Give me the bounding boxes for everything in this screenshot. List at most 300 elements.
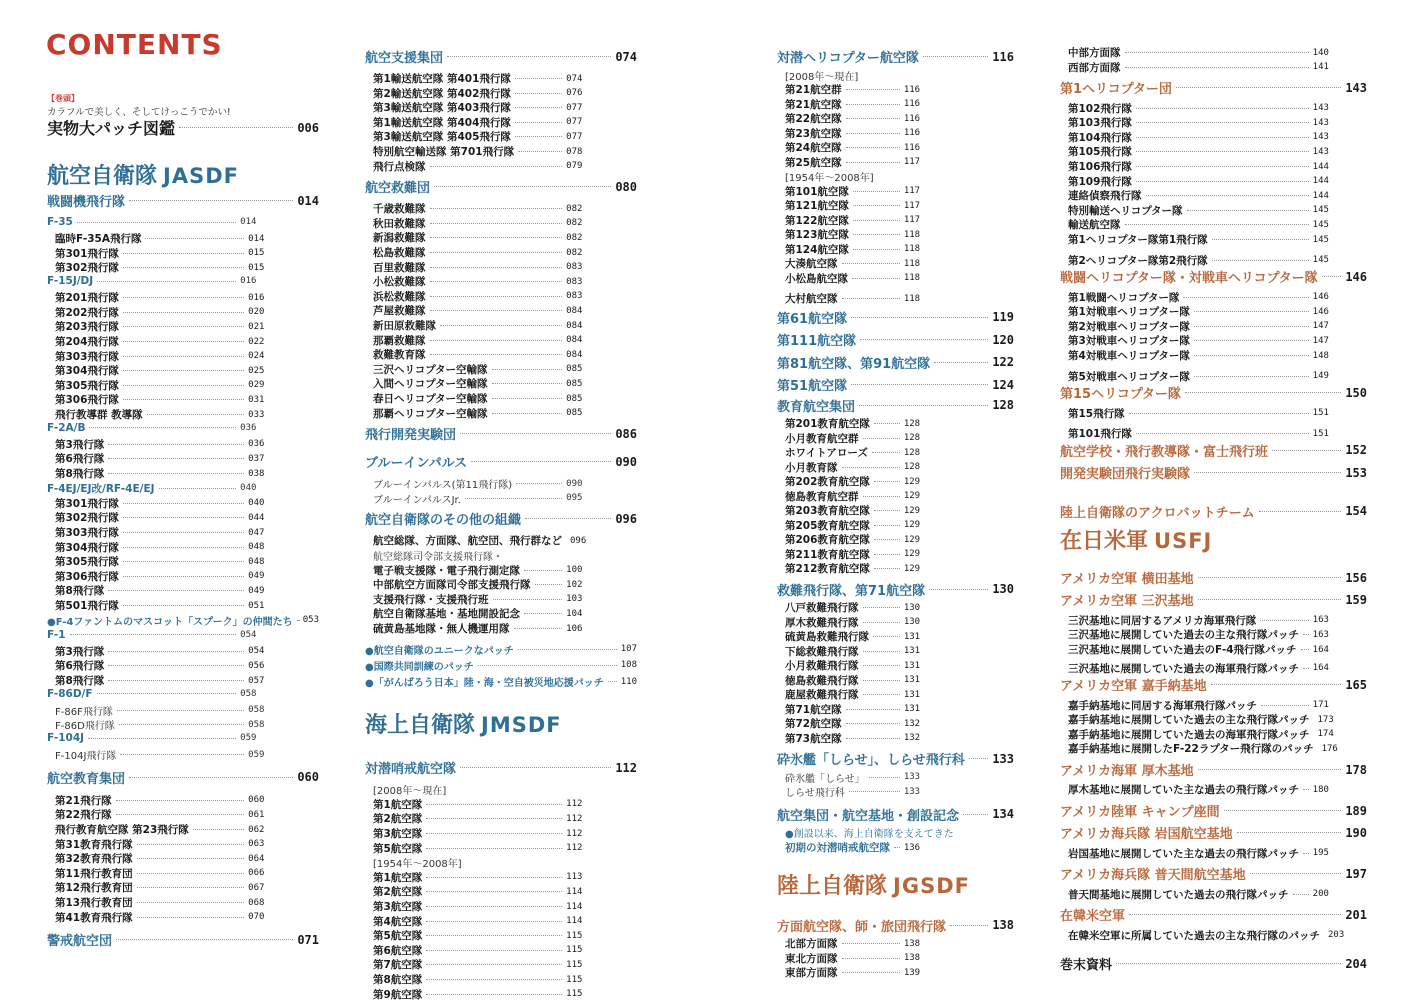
toc-entry-title: 第8飛行隊 — [55, 468, 105, 480]
toc-entry[interactable] — [777, 256, 920, 271]
toc-entry[interactable] — [1060, 782, 1329, 797]
toc-entry[interactable] — [365, 987, 582, 1002]
toc-page-number: 133 — [903, 786, 921, 797]
dot-leader — [874, 481, 900, 482]
toc-page-number: 131 — [903, 675, 921, 686]
toc-heading[interactable] — [1060, 463, 1367, 482]
toc-entry[interactable] — [47, 216, 256, 228]
toc-heading[interactable] — [365, 452, 637, 471]
toc-page-number: 085 — [566, 364, 583, 375]
toc-entry[interactable] — [47, 275, 256, 287]
toc-entry[interactable] — [365, 391, 582, 406]
toc-page-number: 145 — [1312, 234, 1329, 245]
toc-entry[interactable] — [777, 126, 920, 141]
toc-entry[interactable] — [47, 407, 264, 422]
toc-page-number: 114 — [566, 901, 583, 912]
toc-page-number: 059 — [240, 733, 257, 743]
toc-entry[interactable] — [47, 392, 264, 407]
toc-entry[interactable] — [1060, 348, 1329, 363]
toc-page-number: 058 — [248, 705, 265, 716]
dot-leader — [426, 818, 562, 819]
toc-entry[interactable] — [365, 159, 582, 174]
toc-entry[interactable] — [365, 914, 582, 929]
toc-heading[interactable] — [777, 308, 1014, 327]
toc-entry[interactable] — [365, 115, 582, 130]
toc-page-number: 138 — [992, 918, 1014, 932]
toc-page-number: 076 — [566, 88, 583, 99]
toc-entry[interactable] — [47, 629, 256, 641]
dot-leader — [193, 829, 244, 830]
toc-entry[interactable] — [365, 928, 582, 943]
toc-entry[interactable] — [365, 841, 582, 856]
toc-entry[interactable] — [365, 144, 582, 159]
toc-entry[interactable] — [365, 577, 582, 592]
toc-entry[interactable] — [777, 673, 920, 688]
toc-entry[interactable] — [47, 319, 264, 334]
toc-entry[interactable] — [365, 347, 582, 362]
toc-heading[interactable] — [1060, 383, 1367, 402]
toc-entry[interactable] — [47, 334, 264, 349]
toc-heading[interactable] — [1060, 441, 1367, 460]
toc-entry[interactable] — [1060, 144, 1329, 159]
section-title: 航空自衛隊 — [47, 164, 158, 189]
toc-entry[interactable] — [365, 621, 582, 636]
toc-heading[interactable] — [1060, 675, 1367, 694]
toc-entry[interactable] — [365, 201, 582, 216]
toc-page-number: 136 — [903, 842, 921, 853]
toc-entry[interactable] — [365, 606, 582, 621]
toc-entry-title: 春日ヘリコプター空輸隊 — [373, 393, 488, 405]
toc-entry[interactable] — [47, 688, 256, 700]
toc-entry-title: F-104J飛行隊 — [55, 751, 117, 763]
toc-entry[interactable] — [47, 231, 264, 246]
toc-entry[interactable] — [777, 291, 920, 306]
toc-entry-title: 第3対戦車ヘリコプター隊 — [1068, 335, 1190, 348]
toc-heading[interactable] — [1060, 801, 1367, 820]
toc-entry[interactable] — [365, 943, 582, 958]
toc-heading[interactable] — [365, 424, 637, 443]
dot-leader — [1183, 297, 1308, 298]
toc-entry[interactable] — [47, 496, 264, 511]
toc-entry[interactable] — [365, 658, 637, 673]
dot-leader — [1322, 276, 1342, 277]
toc-entry[interactable] — [777, 155, 920, 170]
toc-entry-title: 救難教育隊 — [373, 349, 426, 362]
toc-entry[interactable] — [1060, 613, 1329, 628]
toc-entry[interactable] — [1060, 727, 1334, 742]
toc-entry-title: 航空自衛隊のその他の組織 — [365, 513, 522, 529]
toc-entry[interactable] — [1060, 101, 1329, 116]
toc-page-number: 204 — [1345, 956, 1367, 971]
toc-note — [365, 855, 582, 870]
toc-entry[interactable] — [47, 260, 264, 275]
toc-entry[interactable] — [365, 303, 582, 318]
toc-entry[interactable] — [777, 936, 920, 951]
dot-leader — [874, 568, 900, 569]
toc-entry[interactable] — [777, 227, 920, 242]
toc-entry[interactable] — [47, 305, 264, 320]
toc-entry-title: 秋田救難隊 — [373, 217, 426, 230]
toc-entry[interactable] — [47, 837, 264, 852]
dot-leader — [872, 452, 900, 453]
toc-entry[interactable] — [47, 540, 264, 555]
toc-entry[interactable] — [47, 673, 264, 688]
toc-page-number: 143 — [1345, 80, 1367, 95]
toc-entry-title: 第3飛行隊 — [55, 645, 105, 658]
toc-entry[interactable] — [777, 82, 920, 97]
toc-entry[interactable] — [1060, 846, 1329, 861]
toc-entry[interactable] — [777, 784, 920, 799]
toc-entry[interactable] — [365, 642, 637, 657]
toc-entry[interactable] — [777, 242, 920, 257]
dot-leader — [426, 979, 562, 980]
toc-entry[interactable] — [47, 554, 264, 569]
toc-entry[interactable] — [47, 510, 264, 525]
toc-heading[interactable] — [1060, 954, 1367, 973]
toc-entry[interactable] — [47, 451, 264, 466]
toc-entry[interactable] — [777, 951, 920, 966]
toc-entry[interactable] — [777, 416, 920, 431]
toc-page-number: 117 — [903, 200, 921, 211]
toc-page-number: 014 — [297, 193, 319, 208]
toc-heading[interactable] — [777, 749, 1014, 768]
toc-entry[interactable] — [47, 793, 264, 808]
toc-entry[interactable] — [1060, 741, 1338, 756]
toc-heading[interactable] — [365, 758, 637, 777]
toc-page-number: 171 — [1312, 700, 1329, 711]
toc-heading[interactable] — [47, 191, 319, 210]
toc-entry[interactable] — [365, 245, 582, 260]
toc-entry[interactable] — [777, 600, 920, 615]
toc-entry-title: アメリカ海兵隊 岩国航空基地 — [1060, 827, 1233, 843]
toc-entry-title: ●国際共同訓練のパッチ — [365, 661, 474, 673]
toc-entry[interactable] — [777, 532, 920, 547]
toc-entry[interactable] — [777, 965, 920, 980]
toc-entry[interactable] — [777, 111, 920, 126]
toc-entry[interactable] — [47, 246, 264, 261]
toc-heading[interactable] — [777, 47, 1014, 66]
toc-entry[interactable] — [777, 770, 920, 785]
toc-entry[interactable] — [777, 629, 920, 644]
toc-heading[interactable] — [777, 330, 1014, 349]
toc-entry[interactable] — [1060, 188, 1329, 203]
toc-entry[interactable] — [1060, 642, 1329, 657]
toc-entry[interactable] — [1060, 369, 1329, 384]
toc-entry[interactable] — [365, 406, 582, 421]
toc-entry[interactable] — [47, 422, 256, 434]
toc-heading[interactable] — [1060, 905, 1367, 924]
toc-entry[interactable] — [777, 184, 920, 199]
toc-heading[interactable] — [1060, 78, 1367, 97]
toc-entry[interactable] — [47, 644, 264, 659]
toc-entry[interactable] — [1060, 130, 1329, 145]
toc-page-number: 116 — [992, 49, 1014, 64]
toc-entry[interactable] — [47, 703, 264, 718]
dot-leader — [515, 93, 562, 94]
dot-leader — [430, 310, 563, 311]
toc-entry[interactable] — [365, 811, 582, 826]
toc-entry[interactable] — [365, 476, 582, 491]
toc-entry[interactable] — [365, 318, 582, 333]
toc-heading[interactable] — [1060, 864, 1367, 883]
toc-entry[interactable] — [777, 615, 920, 630]
toc-entry[interactable] — [777, 644, 920, 659]
toc-entry[interactable] — [1060, 887, 1329, 902]
toc-entry[interactable] — [47, 613, 319, 628]
toc-entry[interactable] — [777, 561, 920, 576]
toc-heading[interactable] — [47, 768, 319, 787]
toc-entry[interactable] — [365, 563, 582, 578]
toc-entry-title: F-1 — [47, 628, 66, 641]
toc-entry[interactable] — [777, 460, 920, 475]
toc-entry[interactable] — [777, 213, 920, 228]
toc-entry-title: 第104飛行隊 — [1068, 131, 1132, 144]
toc-entry-title: 第5航空隊 — [373, 930, 423, 943]
toc-entry[interactable] — [47, 349, 264, 364]
toc-entry[interactable] — [365, 129, 582, 144]
toc-entry[interactable] — [47, 569, 264, 584]
toc-entry[interactable] — [1060, 290, 1329, 305]
dot-leader — [430, 340, 563, 341]
toc-entry[interactable] — [777, 198, 920, 213]
toc-entry-title: 三沢基地に展開していた過去の海軍飛行隊パッチ — [1068, 662, 1299, 675]
toc-entry[interactable] — [1060, 712, 1334, 727]
toc-entry[interactable] — [365, 884, 582, 899]
toc-entry[interactable] — [777, 658, 920, 673]
toc-page-number: 200 — [1312, 889, 1329, 900]
toc-entry[interactable] — [1060, 304, 1329, 319]
toc-entry-title: ●「がんばろう日本」陸・海・空自被災地応援パッチ — [365, 678, 604, 689]
toc-entry[interactable] — [365, 826, 582, 841]
toc-entry-title: 第306飛行隊 — [55, 394, 119, 407]
toc-page-number: 120 — [992, 332, 1014, 347]
toc-heading[interactable] — [365, 177, 637, 196]
dot-leader — [430, 281, 563, 282]
dot-leader — [853, 205, 900, 206]
toc-heading[interactable] — [1060, 590, 1367, 609]
toc-page-number: 048 — [248, 556, 265, 567]
toc-heading[interactable] — [777, 353, 1014, 372]
toc-page-number: 083 — [566, 291, 583, 302]
toc-heading[interactable] — [777, 805, 1014, 824]
toc-entry[interactable] — [1060, 253, 1329, 268]
toc-entry[interactable] — [47, 895, 264, 910]
toc-entry-title: 航空集団・航空基地・創設記念 — [777, 808, 960, 824]
toc-page-number: 118 — [903, 244, 921, 255]
toc-entry[interactable] — [1060, 333, 1329, 348]
toc-entry[interactable] — [777, 687, 920, 702]
dot-leader — [1129, 914, 1341, 915]
dot-leader — [426, 994, 562, 995]
toc-entry-title: 第1戦闘ヘリコプター隊 — [1068, 291, 1180, 304]
toc-entry[interactable] — [365, 362, 582, 377]
toc-entry[interactable] — [1060, 928, 1345, 943]
dot-leader — [123, 517, 244, 518]
toc-entry-title: 中部航空方面隊司令部支援飛行隊 — [373, 579, 531, 592]
toc-page-number: 022 — [248, 336, 265, 347]
toc-entry[interactable] — [1060, 426, 1329, 441]
toc-entry-title: しらせ飛行科 — [785, 788, 845, 800]
toc-heading[interactable] — [1060, 267, 1367, 286]
dot-leader — [863, 496, 900, 497]
toc-entry[interactable] — [777, 518, 920, 533]
dot-leader — [447, 56, 611, 57]
toc-entry[interactable] — [365, 100, 582, 115]
toc-entry-title: 第4対戦車ヘリコプター隊 — [1068, 350, 1190, 362]
toc-entry[interactable] — [1060, 45, 1329, 60]
toc-heading[interactable] — [1060, 502, 1367, 521]
toc-entry[interactable] — [365, 289, 582, 304]
toc-heading[interactable] — [365, 509, 637, 528]
toc-entry[interactable] — [1060, 232, 1329, 247]
dot-leader — [430, 252, 563, 253]
toc-entry[interactable] — [365, 899, 582, 914]
toc-entry[interactable] — [47, 807, 264, 822]
toc-entry[interactable] — [47, 732, 256, 744]
dot-leader — [1272, 450, 1341, 451]
toc-entry[interactable] — [777, 731, 920, 746]
toc-entry[interactable] — [777, 547, 920, 562]
toc-entry[interactable] — [777, 97, 920, 112]
toc-entry[interactable] — [47, 747, 264, 762]
toc-entry[interactable] — [365, 592, 582, 607]
toc-entry[interactable] — [1060, 159, 1329, 174]
dot-leader — [874, 539, 900, 540]
toc-entry[interactable] — [365, 376, 582, 391]
toc-entry[interactable] — [47, 437, 264, 452]
toc-entry[interactable] — [47, 658, 264, 673]
toc-entry[interactable] — [47, 290, 264, 305]
dot-leader — [842, 943, 900, 944]
toc-entry[interactable] — [365, 71, 582, 86]
toc-heading[interactable] — [1060, 760, 1367, 779]
toc-entry[interactable] — [1060, 319, 1329, 334]
toc-heading[interactable] — [777, 375, 1014, 394]
toc-entry[interactable] — [47, 583, 264, 598]
toc-entry-title: 第15ヘリコプター隊 — [1060, 387, 1181, 403]
toc-entry-title: 救難飛行隊、第71航空隊 — [777, 583, 926, 599]
toc-page-number: 201 — [1345, 907, 1367, 922]
toc-entry[interactable] — [777, 489, 920, 504]
toc-page-number: 149 — [1312, 371, 1329, 382]
dot-leader — [1176, 87, 1341, 88]
toc-entry-title: 第305飛行隊 — [55, 379, 119, 392]
toc-entry[interactable] — [1060, 627, 1329, 642]
toc-entry[interactable] — [777, 716, 920, 731]
toc-page-number: 147 — [1312, 335, 1329, 346]
toc-page-number: 082 — [566, 218, 583, 229]
toc-entry[interactable] — [1060, 661, 1329, 676]
toc-entry[interactable] — [777, 503, 920, 518]
toc-entry[interactable] — [777, 271, 920, 286]
dot-leader — [1125, 52, 1309, 53]
toc-entry[interactable] — [777, 840, 920, 855]
toc-entry-title: 第109飛行隊 — [1068, 175, 1132, 188]
toc-entry[interactable] — [47, 866, 264, 881]
toc-entry[interactable] — [365, 972, 582, 987]
toc-heading[interactable] — [777, 396, 1014, 415]
dot-leader — [853, 234, 900, 235]
toc-entry[interactable] — [1060, 115, 1329, 130]
dot-leader — [1136, 166, 1309, 167]
toc-entry-title: 第8飛行隊 — [55, 585, 105, 598]
toc-entry[interactable] — [777, 474, 920, 489]
toc-entry[interactable] — [47, 378, 264, 393]
toc-page-number: 117 — [903, 215, 921, 226]
toc-entry[interactable] — [365, 216, 582, 231]
toc-page-number: 151 — [1312, 408, 1329, 419]
toc-entry-title: 航空総隊、方面隊、航空団、飛行群など — [373, 535, 562, 548]
toc-entry[interactable] — [777, 140, 920, 155]
toc-entry[interactable] — [777, 702, 920, 717]
toc-entry[interactable] — [47, 466, 264, 481]
toc-page-number: 059 — [248, 749, 265, 760]
toc-entry[interactable] — [365, 333, 582, 348]
toc-entry[interactable] — [47, 822, 264, 837]
toc-heading[interactable] — [777, 580, 1014, 599]
toc-entry[interactable] — [365, 533, 587, 548]
toc-entry[interactable] — [365, 86, 582, 101]
toc-page-number: 037 — [248, 453, 265, 464]
toc-entry[interactable] — [365, 260, 582, 275]
toc-entry[interactable] — [1060, 174, 1329, 189]
toc-heading[interactable] — [1060, 568, 1367, 587]
toc-page-number: 130 — [903, 617, 921, 628]
toc-entry[interactable] — [777, 431, 920, 446]
dot-leader — [1146, 195, 1309, 196]
dot-leader — [515, 78, 562, 79]
toc-entry[interactable] — [365, 230, 582, 245]
toc-page-number: 040 — [240, 483, 257, 494]
dot-leader — [1187, 210, 1309, 211]
toc-entry[interactable] — [1060, 203, 1329, 218]
toc-entry[interactable] — [365, 957, 582, 972]
toc-entry[interactable] — [47, 598, 264, 613]
toc-heading[interactable] — [777, 916, 1014, 935]
toc-page-number: 060 — [297, 770, 319, 785]
toc-entry[interactable] — [47, 851, 264, 866]
toc-entry[interactable] — [47, 525, 264, 540]
toc-entry[interactable] — [47, 910, 264, 925]
toc-entry-title: 第41教育飛行隊 — [55, 911, 133, 924]
toc-entry[interactable] — [365, 274, 582, 289]
toc-entry-title: 三沢基地に展開していた過去のF-4飛行隊パッチ — [1068, 644, 1297, 656]
toc-entry[interactable] — [365, 797, 582, 812]
dot-leader — [478, 665, 617, 666]
toc-entry[interactable] — [1060, 698, 1329, 713]
toc-entry-title: 第301飛行隊 — [55, 497, 119, 510]
toc-entry[interactable] — [1060, 60, 1329, 75]
toc-page-number: 124 — [992, 377, 1014, 392]
toc-entry[interactable] — [1060, 406, 1329, 421]
toc-heading[interactable] — [365, 47, 637, 66]
toc-heading[interactable] — [47, 930, 319, 949]
toc-entry-cover[interactable] — [47, 116, 319, 139]
toc-heading[interactable] — [1060, 823, 1367, 842]
toc-entry[interactable] — [365, 674, 637, 689]
toc-entry[interactable] — [47, 880, 264, 895]
toc-page-number: 112 — [566, 799, 583, 810]
toc-entry[interactable] — [777, 445, 920, 460]
toc-page-number: 085 — [566, 378, 583, 389]
dot-leader — [846, 104, 900, 105]
toc-entry[interactable] — [365, 491, 582, 506]
toc-entry[interactable] — [365, 870, 582, 885]
toc-entry[interactable] — [47, 363, 264, 378]
toc-entry[interactable] — [47, 481, 256, 496]
toc-entry[interactable] — [1060, 217, 1329, 232]
toc-entry[interactable] — [47, 717, 264, 732]
